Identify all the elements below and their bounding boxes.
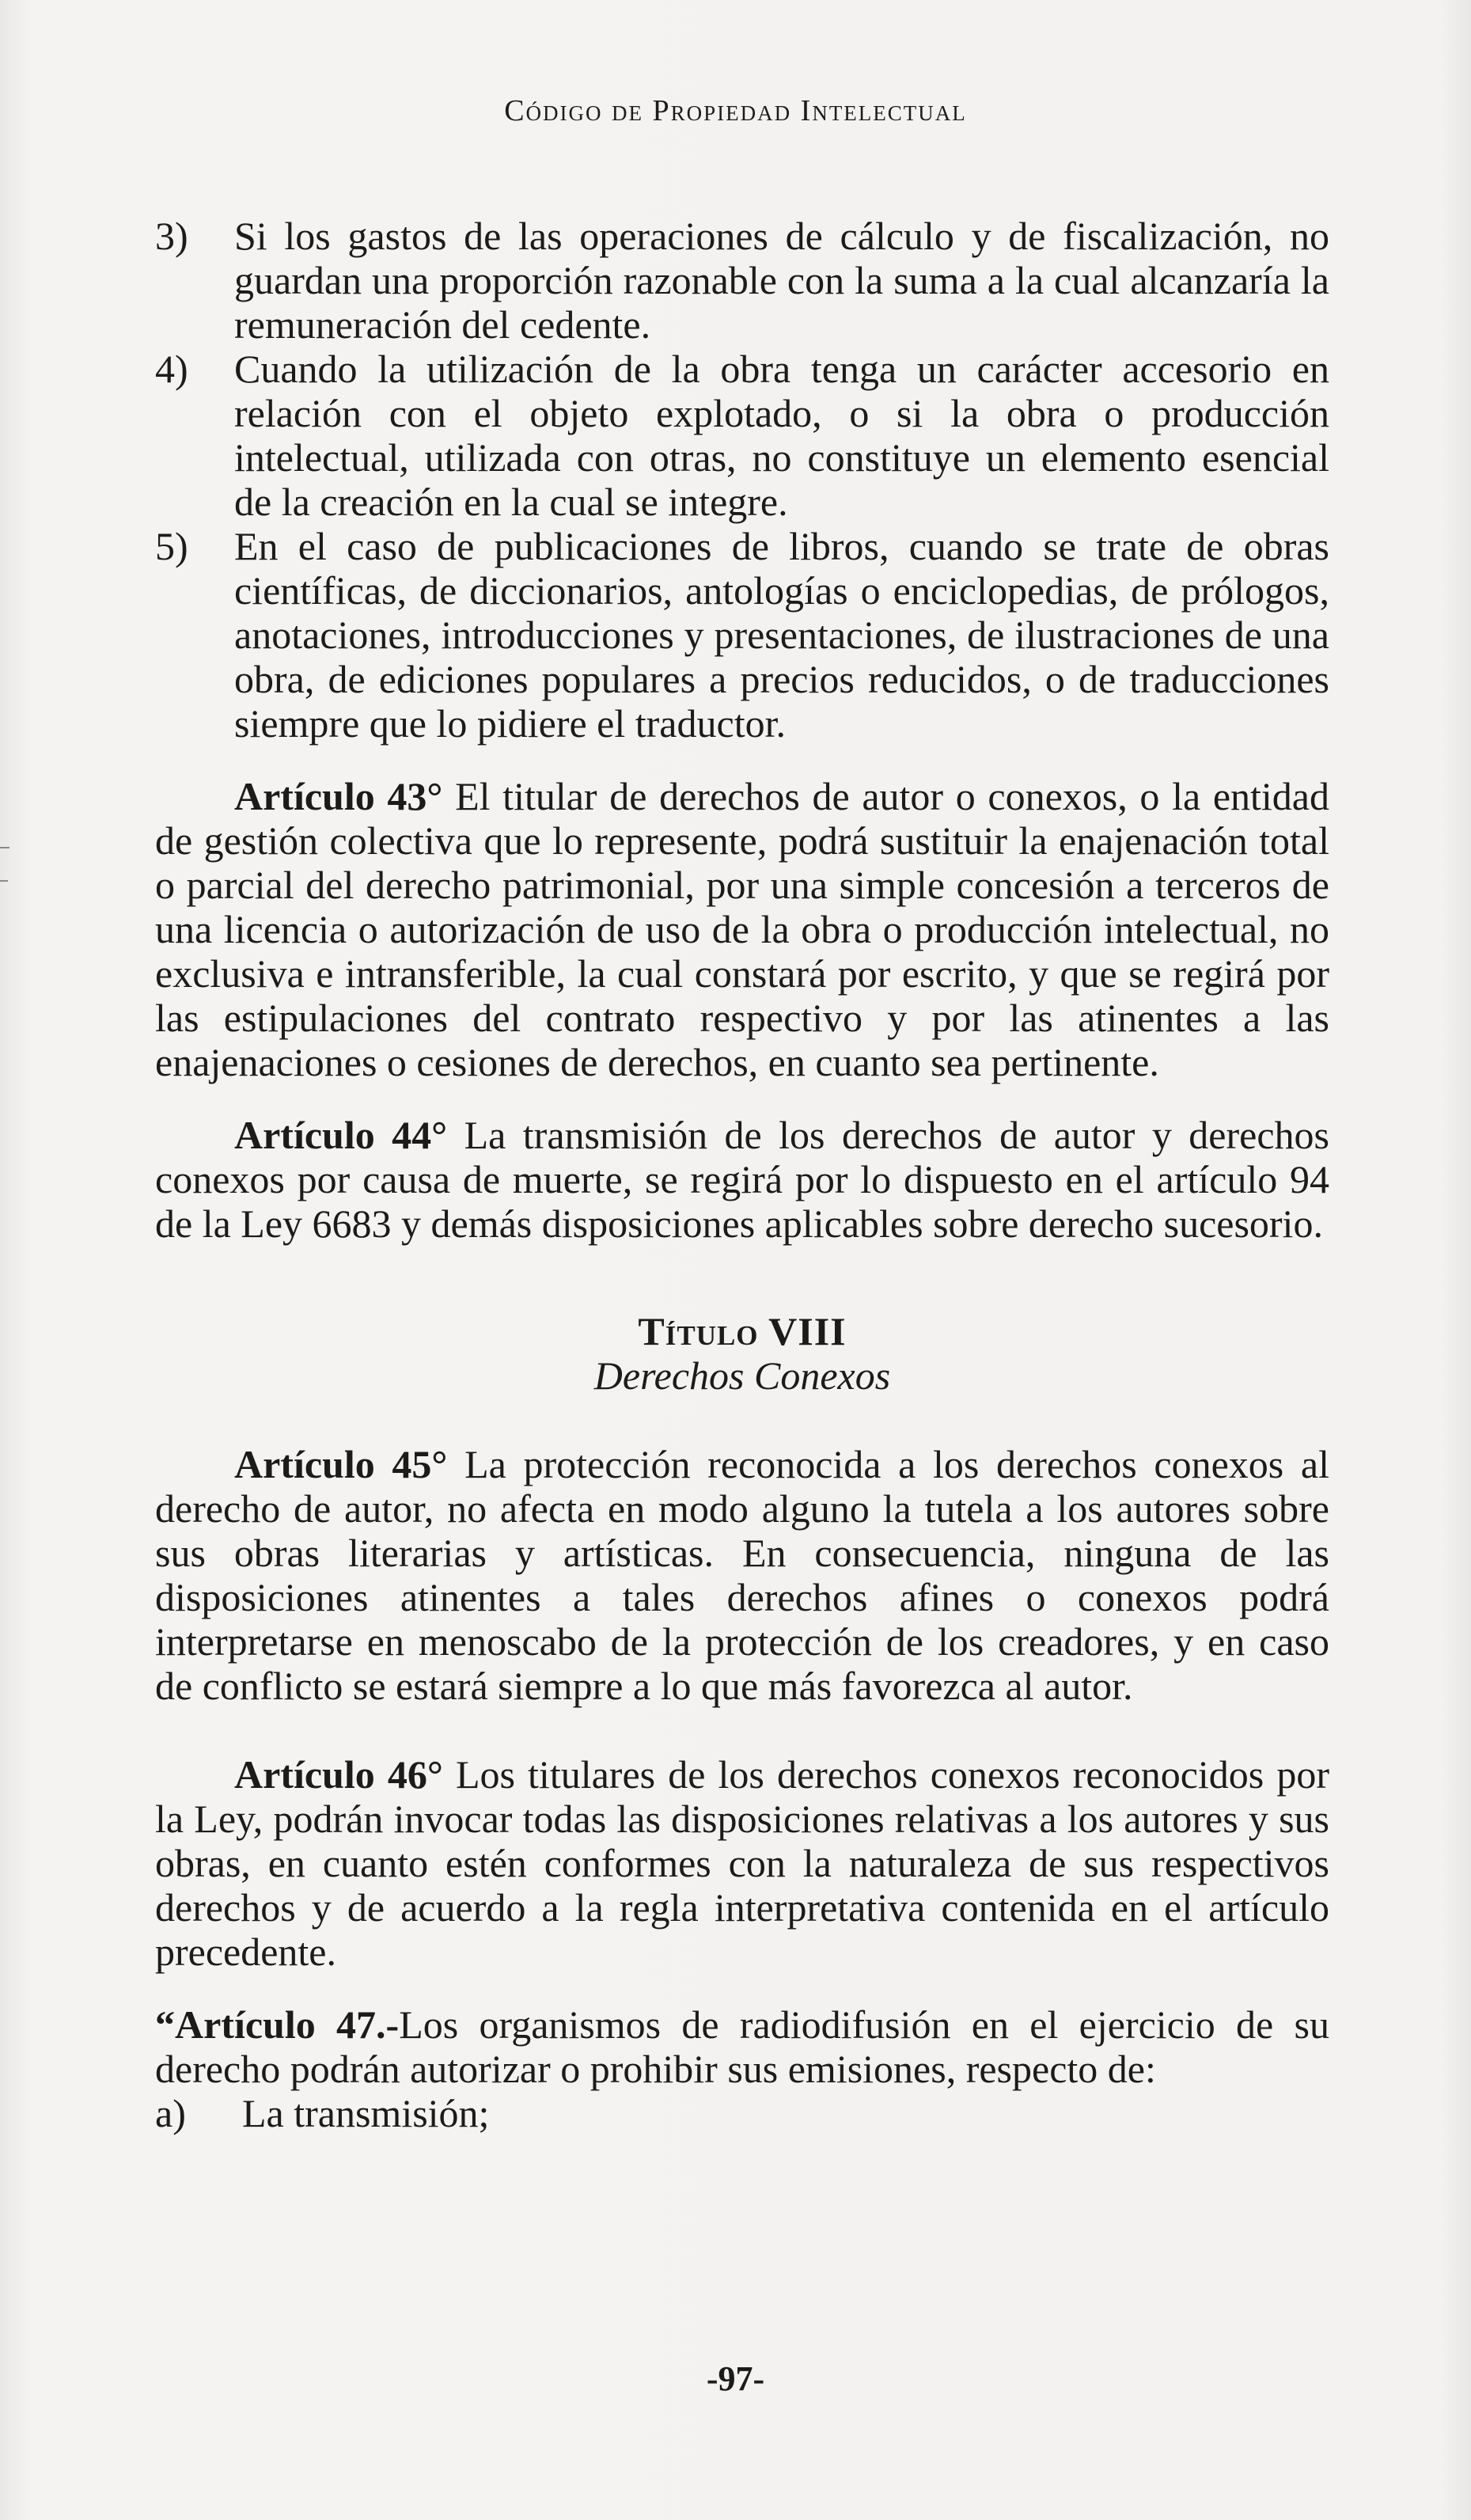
sublist-item-letter: a) — [155, 2091, 186, 2135]
article-text: Los organismos de radiodifusión en el ejercicio de su derecho podrán autorizar o prohibir sus emisiones, respecto de: — [155, 2002, 1329, 2091]
list-item-number: 5) — [155, 524, 188, 568]
article-label: Artículo 43° — [234, 774, 443, 818]
list-item-5 — [155, 524, 1329, 746]
article-label: Artículo 46° — [234, 1752, 443, 1797]
article-46 — [155, 1752, 1329, 1974]
list-item-4 — [155, 347, 1329, 524]
list-item-text: Cuando la utilización de la obra tenga un carácter accesorio en relación con el objeto explotado, o si la obra o producción intelectual, utilizada con otras, no constituye un elemento esencial de la creación en la cual se integre. — [234, 347, 1329, 524]
article-47 — [155, 2002, 1329, 2091]
page-edge-mark — [0, 847, 9, 848]
article-label: “Artículo 47.- — [155, 2002, 400, 2047]
sublist-item-a — [155, 2091, 1329, 2135]
list-item-text: Si los gastos de las operaciones de cálculo y de fiscalización, no guardan una proporción razonable con la suma a la cual alcanzaría la remuneración del cedente. — [234, 214, 1329, 347]
page-number: -97- — [706, 2359, 765, 2398]
title-heading: Título VIII — [638, 1309, 847, 1353]
list-item-number: 4) — [155, 347, 188, 391]
article-text: La protección reconocida a los derechos conexos al derecho de autor, no afecta en modo alguno la tutela a los autores sobre sus obras literarias y artísticas. En consecuencia, ninguna de las disposiciones atinentes a tales derechos afines o conexos podrá interpretarse en menoscabo de la protección de los creadores, y en caso de conflicto se estará siempre a lo que más favorezca al autor. — [155, 1442, 1329, 1708]
article-45 — [155, 1442, 1329, 1708]
list-item-number: 3) — [155, 214, 188, 258]
running-header: Código de Propiedad Intelectual — [504, 94, 967, 127]
title-subtitle: Derechos Conexos — [593, 1353, 891, 1398]
page-edge-mark — [0, 880, 8, 882]
section-title — [155, 1309, 1329, 1398]
article-text: La transmisión de los derechos de autor y derechos conexos por causa de muerte, se regirá por lo dispuesto en el artículo 94 de la Ley 6683 y demás disposiciones aplicables sobre derecho sucesorio. — [155, 1113, 1329, 1246]
article-label: Artículo 44° — [234, 1113, 448, 1157]
article-43 — [155, 774, 1329, 1084]
article-text: El titular de derechos de autor o conexos, o la entidad de gestión colectiva que lo represente, podrá sustituir la enajenación total o parcial del derecho patrimonial, por una simple concesión a terceros de una licencia o autorización de uso de la obra o producción intelectual, no exclusiva e intransferible, la cual constará por escrito, y que se regirá por las estipulaciones del contrato respectivo y por las atinentes a las enajenaciones o cesiones de derechos, en cuanto sea pertinente. — [155, 774, 1329, 1084]
list-item-text: En el caso de publicaciones de libros, cuando se trate de obras científicas, de diccionarios, antologías o enciclopedias, de prólogos, anotaciones, introducciones y presentaciones, de ilustraciones de una obra, de ediciones populares a precios reducidos, o de traducciones siempre que lo pidiere el traductor. — [234, 524, 1329, 746]
list-item-3 — [155, 214, 1329, 347]
article-text: Los titulares de los derechos conexos reconocidos por la Ley, podrán invocar todas las disposiciones relativas a los autores y sus obras, en cuanto estén conformes con la naturaleza de sus respectivos derechos y de acuerdo a la regla interpretativa contenida en el artículo precedente. — [155, 1752, 1330, 1974]
article-44 — [155, 1113, 1329, 1246]
article-label: Artículo 45° — [234, 1442, 448, 1486]
sublist-item-text: La transmisión; — [242, 2091, 490, 2135]
page-body — [155, 214, 1329, 2135]
